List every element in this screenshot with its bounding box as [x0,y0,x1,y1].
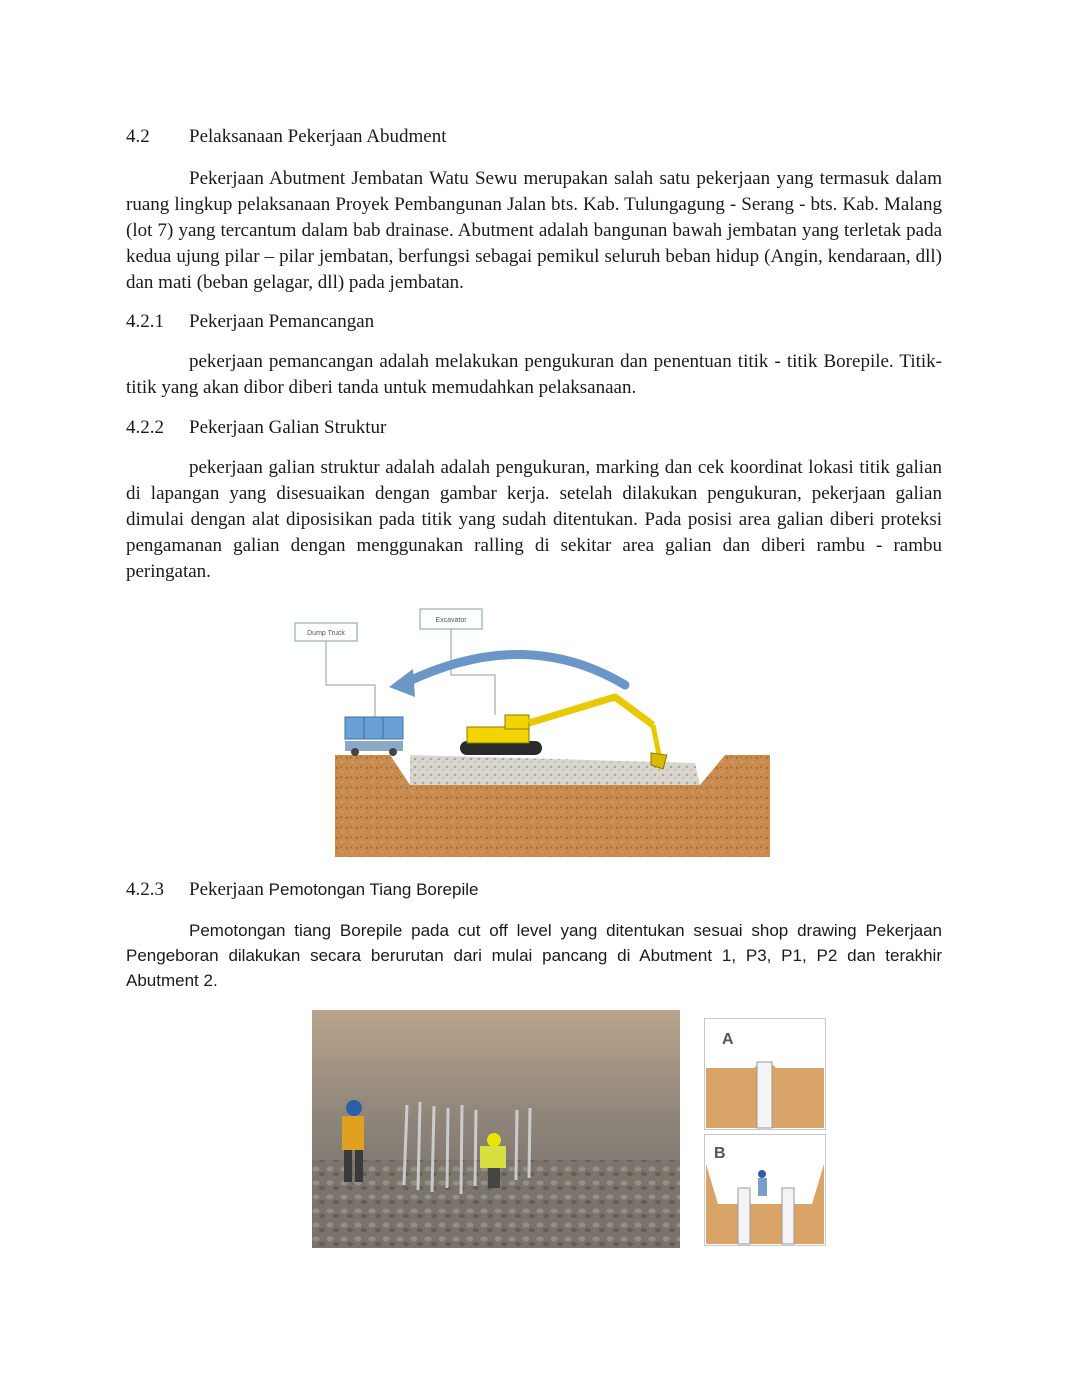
section-title: Pelaksanaan Pekerjaan Abudment [189,126,447,147]
section-number: 4.2.1 [126,311,164,332]
arrow-icon [405,654,625,685]
dump-truck-label: Dump Truck [307,630,345,637]
section-number: 4.2 [126,126,150,147]
dump-truck-icon [345,717,403,756]
borepile-cutting-photo [312,1010,680,1248]
schematic-a-label: A [722,1031,734,1048]
section-title-prefix: Pekerjaan [189,879,264,900]
excavation-diagram [285,605,775,857]
section-title: Pemotongan Tiang Borepile [268,880,479,899]
schematic-a [704,1018,826,1130]
section-4-2-1-heading [126,309,942,335]
dump-truck-label-box [295,623,357,641]
section-4-2-2-heading [126,415,942,441]
section-number: 4.2.3 [126,879,164,900]
section-4-2-2-paragraph: pekerjaan galian struktur adalah adalah pengukuran, marking dan cek koordinat lokasi titik galian di lapangan yang disesuaikan dengan gambar kerja. setelah dilakukan pengukuran, pekerjaan galian dimulai dengan alat diposisikan pada titik yang sudah ditentukan. Pada posisi area galian diberi proteksi pengamanan galian dengan menggunakan ralling di sekitar area galian dan diberi rambu - rambu peringatan. [126,457,942,582]
section-title: Pekerjaan Pemancangan [189,311,375,332]
excavator-label-box [420,609,482,629]
section-number: 4.2.2 [126,417,164,438]
schematic-b-label: B [714,1145,726,1162]
section-4-2-1-paragraph: pekerjaan pemancangan adalah melakukan pengukuran dan penentuan titik - titik Borepile. Titik-titik yang akan dibor diberi tanda untuk memudahkan pelaksanaan. [126,351,942,398]
section-4-2-paragraph: Pekerjaan Abutment Jembatan Watu Sewu merupakan salah satu pekerjaan yang termasuk dalam ruang lingkup pelaksanaan Proyek Pembangunan Jalan bts. Kab. Tulungagung - Serang - bts. Kab. Malang (lot 7) yang tercantum dalam bab drainase. Abutment adalah bangunan bawah jembatan yang terletak pada kedua ujung pilar – pilar jembatan, berfungsi sebagai pemikul seluruh beban hidup (Angin, kendaraan, dll) dan mati (beban gelagar, dll) pada jembatan. [126,168,942,293]
section-4-2-3-paragraph: Pemotongan tiang Borepile pada cut off level yang ditentukan sesuai shop drawing Pekerjaan Pengeboran dilakukan secara berurutan dari mulai pancang di Abutment 1, P3, P1, P2 dan terakhir Abutment 2. [126,921,942,990]
section-title: Pekerjaan Galian Struktur [189,417,387,438]
schematic-b [704,1134,826,1246]
section-4-2-heading [126,124,942,150]
excavator-label: Excavator [435,617,467,624]
section-4-2-3-heading [126,877,942,903]
